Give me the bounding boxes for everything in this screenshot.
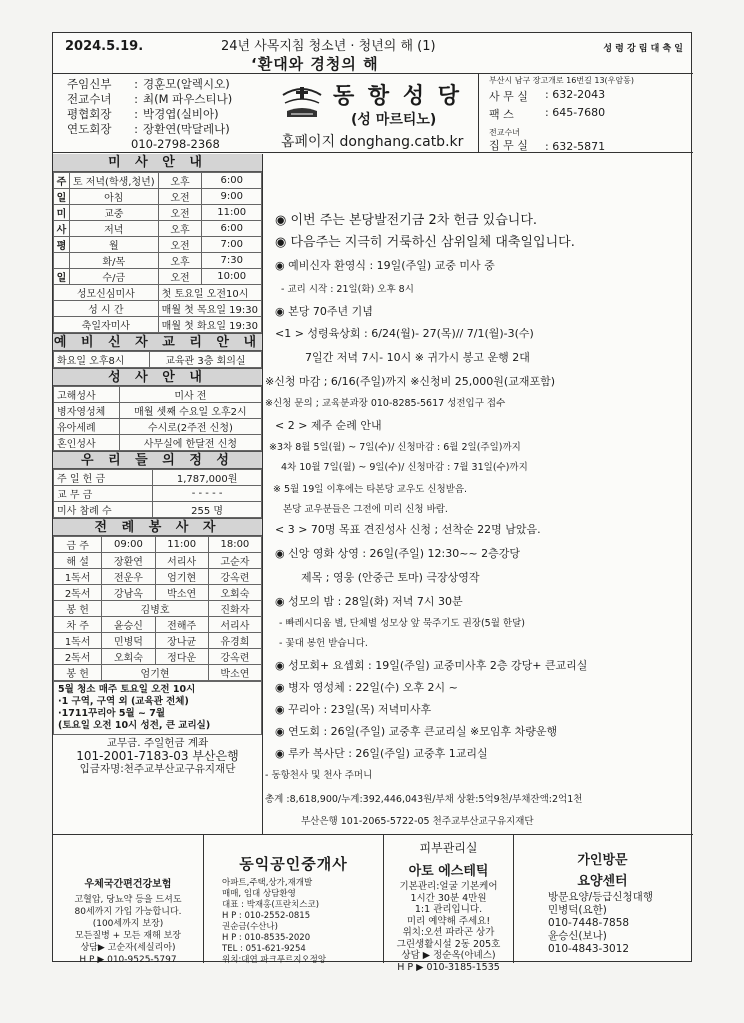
ad-line: 미리 예약해 주세요!	[406, 915, 491, 927]
news-item: - 동항천사 및 천사 주머니	[265, 770, 373, 781]
ad-line: 010-4843-3012	[548, 943, 630, 955]
volunteers-row-cell: 강남옥	[102, 585, 155, 601]
volunteers-head-cell: 금 주	[54, 537, 102, 553]
staff-name: 경훈모(알렉시오)	[143, 77, 230, 91]
mass-name: 화/목	[69, 253, 158, 269]
ad-line: 윤승신(보나)	[548, 930, 607, 942]
volunteers-table	[53, 536, 262, 681]
mass-name: 교중	[69, 205, 158, 221]
news-item: ◉ 연도회 : 26일(주일) 교중후 큰교리실 ※모임후 차량운행	[275, 725, 558, 738]
staff-role: 주임신부	[67, 77, 112, 91]
ad-line: 상담 ▶ 정순옥(아녜스)	[401, 950, 496, 961]
finance-value: 1,787,000원	[153, 470, 262, 486]
sacrament-table	[53, 386, 262, 451]
staff-role: 평협회장	[67, 107, 112, 121]
sacrament-label: 혼인성사	[54, 435, 120, 451]
volunteers-head	[54, 617, 262, 633]
account-number: 101-2001-7183-03 부산은행	[76, 749, 239, 763]
offertory-cell: 박소연	[208, 665, 261, 681]
ad-homecare-title: 가인방문	[577, 853, 628, 868]
mass-name: 월	[69, 237, 158, 253]
staff-row	[67, 77, 232, 92]
mass-row	[54, 189, 262, 205]
news-item: 총계 :8,618,900/누계:392,446,043원/부채 상환:5억9천/부채잔액:2억1천	[265, 794, 583, 805]
news-item: 부산은행 101-2065-5722-05 천주교부산교구유지재단	[301, 816, 534, 827]
sacrament-row	[54, 419, 262, 435]
volunteers-row-cell: 고순자	[208, 553, 261, 569]
mass-row	[54, 221, 262, 237]
volunteers-row-cell: 1독서	[54, 633, 102, 649]
church-patron: (성 마르티노)	[351, 112, 437, 128]
mass-name: 수/금	[69, 269, 158, 285]
sacrament-row	[54, 387, 262, 403]
staff-name: 최(M 파우스티나)	[143, 92, 233, 106]
volunteers-row-cell: 오회숙	[102, 649, 155, 665]
staff-row	[67, 92, 232, 107]
ad-line: 매매, 임대 상담환영	[222, 889, 296, 899]
news-item: ※ 5월 19일 이후에는 타본당 교우도 신청받음.	[273, 484, 468, 495]
church-address: 부산시 남구 장고개로 16번길 13(우암동)	[489, 76, 634, 85]
news-item: <1 > 성령육상회 : 6/24(월)- 27(목)// 7/1(월)-3(수)	[275, 327, 534, 340]
fax-number: 645-7680	[552, 106, 606, 119]
offertory-cell: 엄기현	[102, 665, 208, 681]
finance-value: 255 명	[153, 502, 262, 518]
news-item: ◉ 꾸리아 : 23일(목) 저녁미사후	[275, 703, 432, 716]
mass-extra-value: 매월 첫 목요일 19:30	[158, 301, 261, 317]
news-item: 제목 ; 영웅 (안중근 토마) 극장상영작	[301, 571, 480, 584]
volunteers-head-cell: 서리사	[208, 617, 261, 633]
news-item: ◉ 예비신자 환영식 : 19일(주일) 교중 미사 중	[275, 259, 495, 272]
ad-realestate	[203, 835, 383, 963]
contact-box: 부산시 남구 장고개로 16번길 13(우암동) 사 무 실 : 632-2043 팩 스 : 645-7680 전교수녀 집 무 실 : 632-5871	[478, 73, 693, 153]
mass-group: 일	[54, 189, 70, 205]
bulletin-page	[52, 32, 692, 973]
ad-line: 방문요양/등급신청대행	[548, 891, 653, 903]
mass-ampm: 오후	[158, 221, 202, 237]
mass-ampm: 오후	[158, 173, 202, 189]
mass-row	[54, 173, 262, 189]
ad-line: 고혈압, 당뇨약 등을 드셔도	[74, 895, 182, 905]
finance-label: 교 무 금	[54, 486, 153, 502]
volunteers-head-cell: 차 주	[54, 617, 102, 633]
news-item: ※신청 문의 ; 교육분과장 010-8285-5617 성전입구 접수	[265, 398, 506, 409]
offertory-row	[54, 601, 262, 617]
volunteers-row-cell: 오회숙	[208, 585, 261, 601]
mass-group	[54, 253, 70, 269]
mass-group: 주	[54, 173, 70, 189]
ad-line: 민병덕(요한)	[548, 904, 607, 916]
news-item: ◉ 본당 70주년 기념	[275, 305, 373, 318]
news-item: < 3 > 70명 목표 견진성사 신청 ; 선착순 22명 남았음.	[275, 523, 541, 536]
mass-ampm: 오전	[158, 189, 202, 205]
volunteers-row-cell: 정다운	[155, 649, 208, 665]
catechism-time: 화요일 오후8시	[54, 352, 150, 368]
mass-row	[54, 237, 262, 253]
news-item: ◉ 루카 복사단 : 26일(주일) 교중후 1교리실	[275, 747, 488, 760]
ad-skincare-title: 아토 에스테틱	[408, 864, 489, 879]
ad-line: 1시간 30분 4만원	[410, 892, 487, 904]
volunteers-row-cell: 강옥련	[208, 649, 261, 665]
finance-row	[54, 502, 262, 518]
mass-row	[54, 269, 262, 285]
ad-line: 위치:대연 파크푸르지오정앙	[222, 955, 327, 965]
ad-line: 1:1 관리입니다.	[414, 904, 483, 915]
news-item: - 교리 시작 : 21일(화) 오후 8시	[281, 284, 414, 295]
offertory-row	[54, 665, 262, 681]
account-holder: 입금자명:천주교부산교구유지재단	[79, 763, 236, 775]
volunteers-head-cell: 18:00	[208, 537, 261, 553]
staff-role: 연도회장	[67, 122, 112, 136]
ad-line: H P : 010-8535-2020	[222, 933, 311, 943]
volunteers-row-cell: 서리사	[155, 553, 208, 569]
ad-line: H P ▶ 010-9525-5797	[79, 955, 177, 965]
sacrament-label: 유아세례	[54, 419, 120, 435]
news-item: - 빠레시디움 별, 단체별 성모상 앞 묵주기도 권장(5월 한달)	[279, 618, 525, 629]
finance-label: 주 일 헌 금	[54, 470, 153, 486]
mass-group: 평	[54, 237, 70, 253]
ad-line: 상담▶ 고순자(세실리아)	[80, 943, 176, 953]
account-title: 교무금. 주일헌금 계좌	[106, 737, 209, 749]
mass-name: 아침	[69, 189, 158, 205]
finance-value: - - - - -	[153, 486, 262, 502]
mass-ampm: 오전	[158, 205, 202, 221]
church-homepage: 홈페이지 donghang.catb.kr	[281, 134, 464, 150]
cleaning-notice	[53, 681, 262, 735]
ad-line: 기본관리:얼굴 기본케어	[399, 881, 498, 892]
nun-label-1: 전교수녀	[489, 128, 520, 137]
volunteers-row-cell: 2독서	[54, 649, 102, 665]
staff-name: 박경엽(실비아)	[143, 107, 219, 121]
ad-line: 모든질병 + 모든 재해 보장	[75, 931, 181, 941]
mass-ampm: 오전	[158, 237, 202, 253]
volunteers-title: 전 례 봉 사 자	[53, 518, 262, 536]
volunteers-row-cell: 박소연	[155, 585, 208, 601]
ad-line: 010-7448-7858	[548, 917, 630, 929]
news-item: - 꽃대 봉헌 받습니다.	[279, 638, 368, 649]
news-item: ◉ 성모회+ 요셉회 : 19일(주일) 교중미사후 2층 강당+ 큰교리실	[275, 659, 588, 672]
sacrament-row	[54, 403, 262, 419]
account-info	[53, 735, 262, 778]
church-logo-icon	[281, 81, 323, 121]
fax-label: 팩 스	[489, 108, 514, 121]
header	[53, 33, 693, 153]
volunteers-row-cell: 장환연	[102, 553, 155, 569]
ad-line: (100세까지 보장)	[92, 919, 164, 929]
sacrament-title: 성 사 안 내	[53, 368, 262, 386]
volunteers-row-cell: 유경희	[208, 633, 261, 649]
news-item: 7일간 저녁 7시- 10시 ※ 귀가시 봉고 운행 2대	[305, 351, 530, 364]
cleaning-notice-line: (토요일 오전 10시 성전, 큰 교리실)	[58, 720, 211, 731]
ad-insurance	[53, 835, 203, 963]
volunteers-head-cell: 09:00	[102, 537, 155, 553]
mass-group: 일	[54, 269, 70, 285]
mass-extra-label: 축일자미사	[54, 317, 159, 333]
sacrament-value: 수시로(2주전 신청)	[119, 419, 261, 435]
ad-insurance-title: 우체국간편건강보험	[84, 879, 172, 890]
mass-extra-label: 성모신심미사	[54, 285, 159, 301]
news-item: ◉ 병자 영성체 : 22일(수) 오후 2시 ~	[275, 681, 458, 694]
feast-label: 성 령 강 림 대 축 일	[603, 44, 683, 54]
volunteers-head-cell: 전해주	[155, 617, 208, 633]
volunteers-row	[54, 569, 262, 585]
finance-title: 우 리 들 의 정 성	[53, 451, 262, 469]
ad-line: 80세까지 가입 가능합니다.	[74, 907, 182, 917]
volunteers-row-cell: 민병덕	[102, 633, 155, 649]
volunteers-row	[54, 553, 262, 569]
ad-realestate-title: 동익공인중개사	[239, 855, 348, 873]
mass-time: 10:00	[202, 269, 262, 285]
ad-line: 대표 : 박재홍(프란치스코)	[222, 900, 320, 910]
ads-row	[53, 834, 693, 973]
sacrament-row	[54, 435, 262, 451]
mass-title: 미 사 안 내	[53, 154, 262, 172]
mass-ampm: 오전	[158, 269, 202, 285]
cleaning-notice-line: 5월 청소 매주 토요일 오전 10시	[58, 684, 196, 695]
staff-role: 전교수녀	[67, 92, 112, 106]
staff-separator: :	[134, 77, 138, 91]
cleaning-notice-line: ·1711꾸리아 5월 ~ 7월	[58, 708, 166, 719]
staff-row	[67, 107, 232, 122]
mass-extra-row	[54, 285, 262, 301]
ad-homecare	[513, 835, 691, 963]
offertory-cell: 봉 헌	[54, 601, 102, 617]
mass-time: 7:30	[202, 253, 262, 269]
pastoral-theme-title: ‘환대와 경청의 해	[251, 55, 379, 73]
finance-row	[54, 470, 262, 486]
mass-extra-row	[54, 301, 262, 317]
office-label: 사 무 실	[489, 90, 528, 103]
news-item: ◉ 성모의 밤 : 28일(화) 저녁 7시 30분	[275, 595, 463, 608]
pastoral-theme: 24년 사목지침 청소년 · 청년의 해 (1)	[221, 39, 436, 54]
catechism-place: 교육관 3층 회의실	[149, 352, 261, 368]
finance-label: 미사 참례 수	[54, 502, 153, 518]
mass-row	[54, 205, 262, 221]
catechism-table	[53, 351, 262, 368]
cleaning-notice-line: ·1 구역, 구역 외 (교육관 전체)	[58, 696, 189, 707]
catechism-title: 예 비 신 자 교 리 안 내	[53, 335, 262, 350]
volunteers-head-cell: 11:00	[155, 537, 208, 553]
ad-line: H P ▶ 010-3185-1535	[397, 961, 500, 973]
staff-separator: :	[134, 92, 138, 106]
mass-time: 9:00	[202, 189, 262, 205]
ad-line: 위치:오션 파라곤 상가	[402, 927, 495, 938]
volunteers-head-cell: 윤승신	[102, 617, 155, 633]
staff-separator: :	[134, 122, 138, 136]
news-item: < 2 > 제주 순례 안내	[275, 419, 382, 432]
office-phone: 632-2043	[552, 88, 606, 101]
news-item: ◉ 신앙 영화 상영 : 26일(주일) 12:30~~ 2층강당	[275, 547, 521, 560]
church-name: 동 항 성 당	[333, 84, 462, 109]
offertory-cell: 김병호	[102, 601, 208, 617]
sacrament-value: 사무실에 한달전 신청	[119, 435, 261, 451]
staff-separator: :	[134, 107, 138, 121]
mass-time: 7:00	[202, 237, 262, 253]
mass-extra-label: 성 시 간	[54, 301, 159, 317]
offertory-cell: 봉 헌	[54, 665, 102, 681]
left-column	[53, 154, 263, 834]
mass-time: 6:00	[202, 173, 262, 189]
mass-ampm: 오후	[158, 253, 202, 269]
nun-phone: 632-5871	[552, 140, 606, 153]
mass-time: 11:00	[202, 205, 262, 221]
volunteers-head	[54, 537, 262, 553]
staff-name: 장환연(막달레나)	[143, 122, 230, 136]
ad-homecare-title2: 요양센터	[577, 874, 628, 889]
sacrament-value: 매월 셋째 수요일 오후2시	[119, 403, 261, 419]
staff-row	[67, 122, 232, 137]
news-item: ※3차 8월 5일(월) ~ 7일(수)/ 신청마감 : 6월 2일(주일)까지	[269, 442, 521, 453]
volunteers-row	[54, 585, 262, 601]
finance-table	[53, 469, 262, 518]
offertory-cell: 진화자	[208, 601, 261, 617]
volunteers-row-cell: 1독서	[54, 569, 102, 585]
mass-name: 토 저녁(학생,청년)	[69, 173, 158, 189]
mass-extra-row	[54, 317, 262, 333]
sacrament-label: 병자영성체	[54, 403, 120, 419]
bulletin-date: 2024.5.19.	[65, 39, 144, 54]
mass-row	[54, 253, 262, 269]
sacrament-label: 고해성사	[54, 387, 120, 403]
staff-phone: 010-2798-2368	[131, 137, 220, 151]
sacrament-value: 미사 전	[119, 387, 261, 403]
volunteers-row	[54, 649, 262, 665]
volunteers-row-cell: 전운우	[102, 569, 155, 585]
volunteers-row	[54, 633, 262, 649]
news-item: ※신청 마감 ; 6/16(주일)까지 ※신청비 25,000원(교재포함)	[265, 375, 555, 388]
volunteers-row-cell: 엄기현	[155, 569, 208, 585]
ad-line: TEL : 051-621-9254	[222, 944, 306, 954]
mass-table	[53, 172, 262, 333]
finance-row	[54, 486, 262, 502]
volunteers-row-cell: 해 설	[54, 553, 102, 569]
ad-skincare-heading: 피부관리실	[419, 841, 478, 855]
staff-list	[67, 77, 232, 152]
volunteers-row-cell: 장나균	[155, 633, 208, 649]
nun-label-2: 집 무 실	[489, 139, 528, 152]
news-item: 4차 10월 7일(월) ~ 9일(수)/ 신청마감 : 7월 31일(수)까지	[281, 462, 528, 473]
mass-extra-value: 매월 첫 화요일 19:30	[158, 317, 261, 333]
mass-name: 저녁	[69, 221, 158, 237]
volunteers-row-cell: 강옥련	[208, 569, 261, 585]
news-item: ◉ 이번 주는 본당발전기금 2차 헌금 있습니다.	[275, 213, 538, 228]
mass-extra-value: 첫 토요일 오전10시	[158, 285, 261, 301]
ad-skincare	[383, 835, 513, 973]
mass-group: 사	[54, 221, 70, 237]
news-item: 본당 교우분들은 그전에 미리 신청 바람.	[283, 504, 448, 515]
mass-group: 미	[54, 205, 70, 221]
mass-time: 6:00	[202, 221, 262, 237]
ad-line: 아파트,주택,상가,재개발	[222, 878, 313, 888]
ad-line: 그린생활시설 2동 205호	[396, 938, 501, 950]
news-item: ◉ 다음주는 지극히 거룩하신 삼위일체 대축일입니다.	[275, 235, 575, 250]
ad-line: 권순금(수산나)	[222, 922, 278, 932]
volunteers-row-cell: 2독서	[54, 585, 102, 601]
ad-line: H P : 010-2552-0815	[222, 911, 311, 921]
